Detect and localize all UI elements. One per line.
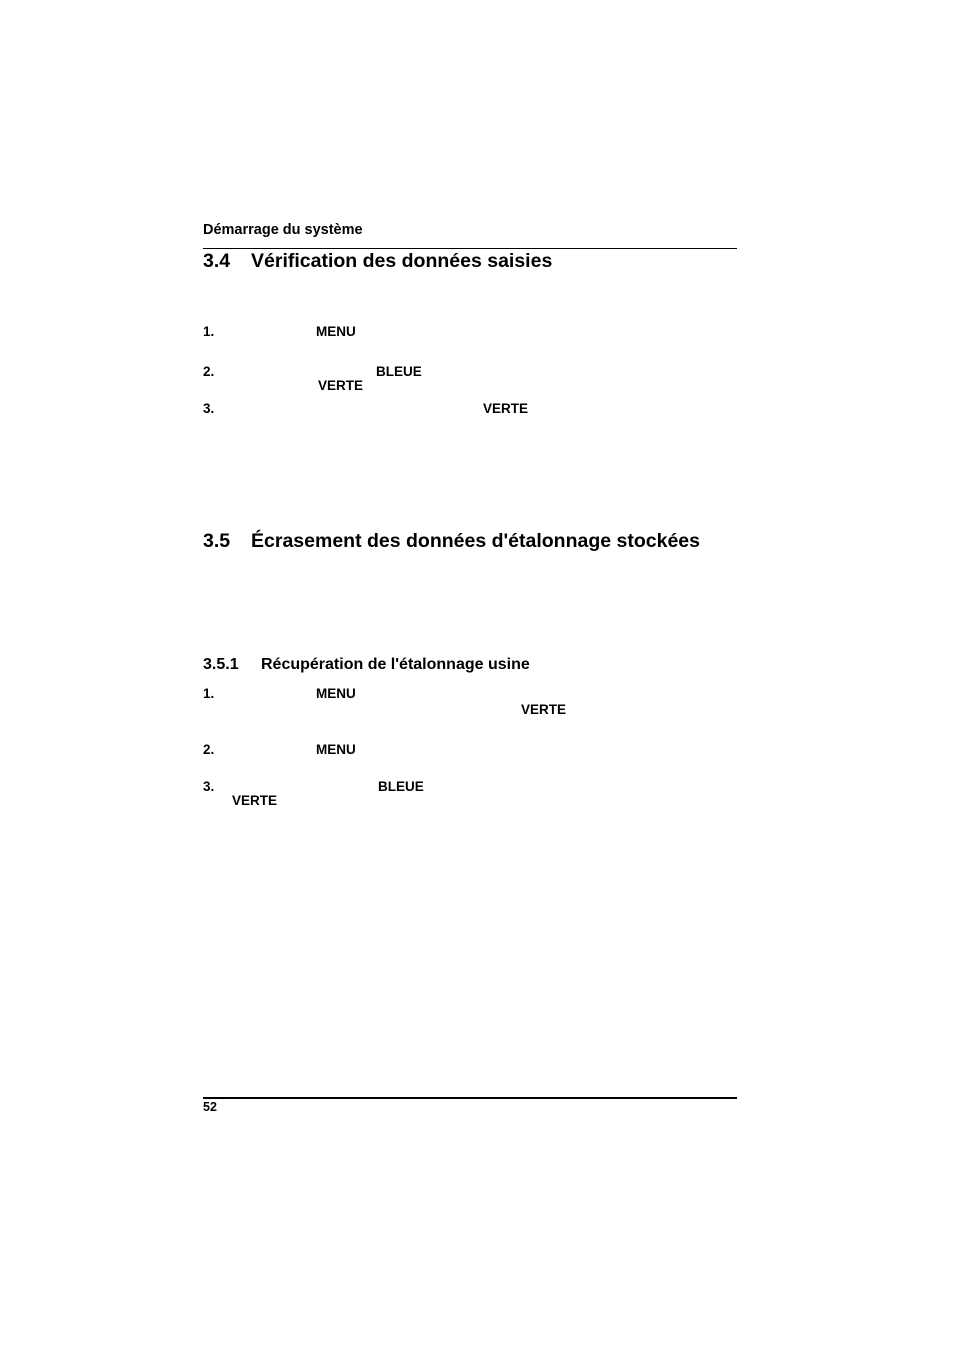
section-heading-3-4 [203,250,552,273]
section-title: Vérification des données saisies [251,250,553,272]
key-label-verte: VERTE [521,702,567,717]
subsection-heading-3-5-1 [203,656,530,674]
step-number: 3. [203,779,215,794]
section-number: 3.5 [203,530,231,552]
key-label-verte: VERTE [318,378,364,393]
key-label-bleue: BLEUE [376,364,422,379]
key-label-menu: MENU [316,742,356,757]
section-title: Écrasement des données d'étalonnage stockées [251,530,700,552]
step-number: 2. [203,364,215,379]
running-header: Démarrage du système [203,222,363,238]
header-rule [203,248,737,249]
step-number: 1. [203,686,215,701]
page-number: 52 [203,1100,217,1114]
step-number: 2. [203,742,215,757]
key-label-bleue: BLEUE [378,779,424,794]
subsection-number: 3.5.1 [203,656,239,673]
footer-rule [203,1097,737,1099]
key-label-verte: VERTE [232,793,278,808]
subsection-title: Récupération de l'étalonnage usine [261,656,530,673]
section-number: 3.4 [203,250,231,272]
key-label-verte: VERTE [483,401,529,416]
step-number: 3. [203,401,215,416]
key-label-menu: MENU [316,686,356,701]
step-number: 1. [203,324,215,339]
key-label-menu: MENU [316,324,356,339]
section-heading-3-5 [203,530,700,553]
